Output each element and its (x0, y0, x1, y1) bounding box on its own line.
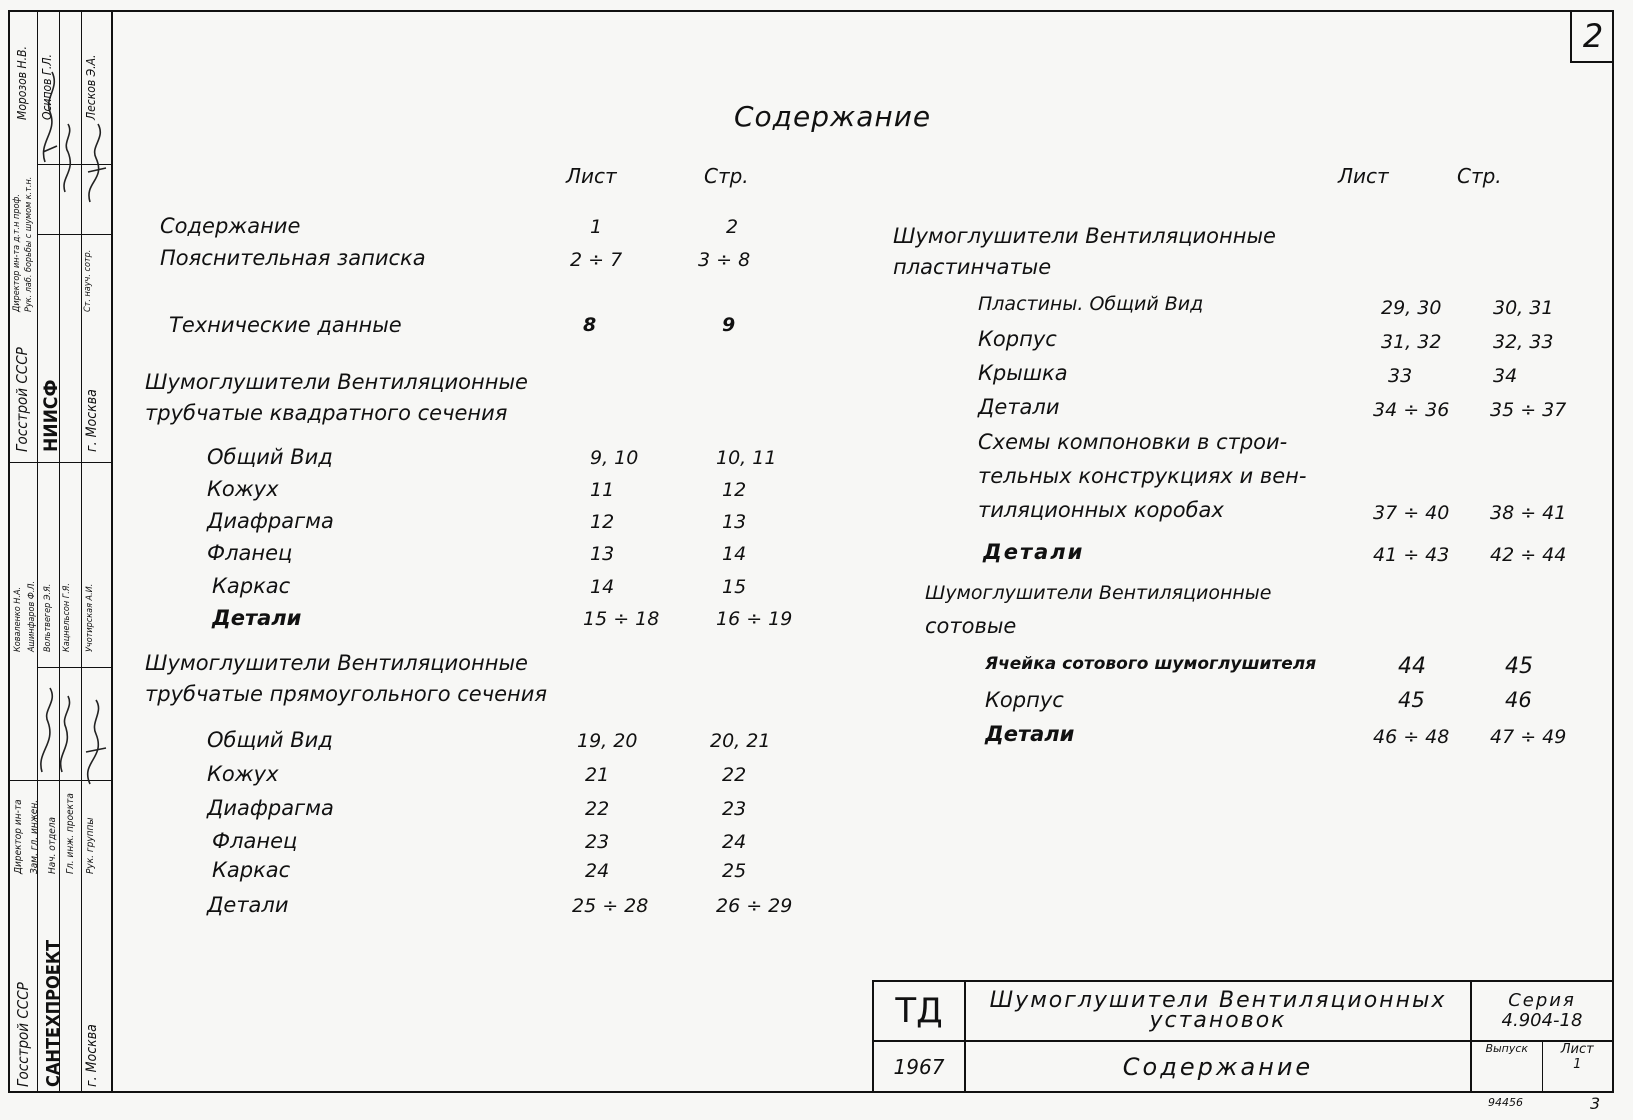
list-item-text: Общий Вид (207, 445, 333, 469)
title-block-sheet-title: Содержание (965, 1041, 1471, 1092)
title-block-name-line1: Шумоглушители Вентиляционных (989, 988, 1447, 1013)
list-item-page: 25 (722, 860, 747, 882)
stamp-mid-name: Ашинфаров Ф.Л. (27, 580, 37, 652)
list-item-page: 30, 31 (1493, 297, 1554, 319)
stamp-bottom-ministry: Госстрой СССР (14, 982, 32, 1087)
title-block-issue-sheet (1471, 1041, 1613, 1092)
list-item-page: 34 (1493, 365, 1518, 387)
sheet-label: Лист (1560, 1042, 1594, 1057)
right-sheet-header: Лист (1338, 164, 1389, 188)
list-item-text: Фланец (207, 541, 293, 565)
list-item-text: Кожух (207, 762, 279, 786)
title-block-name (965, 981, 1471, 1041)
stamp-top-name: Осипов Г.Л. (40, 54, 54, 120)
list-item-sheet: 29, 30 (1381, 297, 1442, 319)
stamp-top-city: г. Москва (84, 389, 100, 452)
list-item-sheet: 8 (583, 314, 597, 336)
stamp-top-role: Директор ин-та д.т.н проф. (12, 194, 22, 312)
list-item-page: 47 ÷ 49 (1490, 726, 1567, 748)
stamp-bottom-role: Зам. гл. инжен. (29, 799, 40, 874)
list-item-text: Детали (212, 606, 302, 630)
list-item-sheet: 33 (1388, 365, 1413, 387)
right-page-header: Стр. (1457, 164, 1502, 188)
stamp-bottom-role: Нач. отдела (47, 816, 58, 874)
list-item-sheet: 11 (590, 479, 615, 501)
list-item-text: Диафрагма (207, 509, 334, 533)
list-item-page: 12 (722, 479, 747, 501)
list-item-page: 32, 33 (1493, 331, 1554, 353)
title-block-series (1471, 981, 1613, 1041)
left-sheet-header: Лист (566, 164, 617, 188)
list-item-page: 42 ÷ 44 (1490, 544, 1567, 566)
list-item-sheet: 45 (1398, 688, 1425, 712)
list-item-sheet: 9, 10 (590, 447, 639, 469)
list-item-sheet: 21 (585, 764, 610, 786)
list-item-text: Детали (978, 395, 1060, 419)
list-item-page: 38 ÷ 41 (1490, 502, 1567, 524)
approval-stamp (8, 10, 112, 1093)
list-item-page: 14 (722, 543, 747, 565)
list-item-text: Детали (207, 893, 289, 917)
list-item-text: Детали (985, 722, 1075, 746)
stamp-top-institute: НИИСФ (40, 379, 62, 452)
stamp-bottom-role: Гл. инж. проекта (65, 793, 76, 874)
list-item-sheet: 12 (590, 511, 615, 533)
list-item-sheet: 13 (590, 543, 615, 565)
list-item-page: 45 (1505, 654, 1533, 679)
stamp-mid-name: Вольтвегер Э.Я. (43, 583, 53, 652)
series-value: 4.904-18 (1501, 1010, 1583, 1031)
issue-label: Выпуск (1485, 1042, 1529, 1055)
list-item-text: Каркас (212, 858, 291, 882)
title-block-name-line2: установок (1149, 1008, 1287, 1033)
list-item-text: Каркас (212, 574, 291, 598)
list-item-text: Шумоглушители Вентиляционные (925, 582, 1272, 604)
list-item-text: Детали (983, 540, 1085, 564)
list-item-page: 3 ÷ 8 (698, 249, 751, 271)
list-item-text: тельных конструкциях и вен- (978, 464, 1307, 488)
signature (41, 688, 52, 772)
list-item-text: сотовые (925, 614, 1017, 638)
stamp-bottom-city: г. Москва (84, 1024, 100, 1087)
list-item-page: 20, 21 (710, 730, 771, 752)
list-item-page: 13 (722, 511, 747, 533)
bottom-page-number: 3 (1590, 1094, 1601, 1113)
list-item-sheet: 44 (1398, 654, 1426, 679)
list-item-text: Крышка (978, 361, 1068, 385)
list-item-text: Шумоглушители Вентиляционные (893, 224, 1276, 248)
list-item-page: 26 ÷ 29 (716, 895, 793, 917)
list-item-page: 10, 11 (716, 447, 777, 469)
list-item-sheet: 15 ÷ 18 (583, 608, 660, 630)
list-item-text: Технические данные (169, 313, 402, 337)
page-title: Содержание (734, 100, 932, 133)
list-item-page: 35 ÷ 37 (1490, 399, 1567, 421)
stamp-bottom-role: Директор ин-та (13, 799, 24, 874)
list-item-sheet: 31, 32 (1381, 331, 1442, 353)
sheet-value: 1 (1573, 1057, 1582, 1072)
stamp-mid-name: Кацнельсон Г.Я. (62, 583, 72, 652)
stamp-mid-name: Учотирская А.И. (85, 583, 95, 652)
list-item-sheet: 41 ÷ 43 (1373, 544, 1450, 566)
stamp-top-role: Ст. науч. сотр. (83, 249, 93, 312)
series-label: Серия (1508, 990, 1576, 1011)
signature (61, 696, 70, 772)
list-item-sheet: 23 (585, 831, 610, 853)
list-item-text: Содержание (160, 214, 301, 238)
left-page-header: Стр. (704, 164, 749, 188)
list-item-sheet: 34 ÷ 36 (1373, 399, 1450, 421)
stamp-top-role: Рук. лаб. борьбы с шумом к.т.н. (24, 176, 34, 312)
list-item-page: 15 (722, 576, 747, 598)
signature (88, 124, 106, 202)
list-item-sheet: 37 ÷ 40 (1373, 502, 1450, 524)
list-item-text: Ячейка сотового шумоглушителя (985, 654, 1317, 674)
list-item-text: Корпус (978, 327, 1057, 351)
list-item-text: трубчатые прямоугольного сечения (145, 682, 548, 706)
page-number: 2 (1570, 10, 1614, 63)
list-item-text: Пластины. Общий Вид (978, 293, 1204, 315)
list-item-sheet: 2 ÷ 7 (570, 249, 623, 271)
list-item-text: Шумоглушители Вентиляционные (145, 370, 528, 394)
stamp-top-ministry: Госстрой СССР (13, 347, 31, 452)
list-item-text: Шумоглушители Вентиляционные (145, 651, 528, 675)
list-item-sheet: 46 ÷ 48 (1373, 726, 1450, 748)
stamp-bottom-institute: САНТЕХПРОЕКТ (43, 939, 64, 1087)
list-item-page: 46 (1505, 688, 1532, 712)
list-item-page: 22 (722, 764, 747, 786)
list-item-sheet: 25 ÷ 28 (572, 895, 649, 917)
list-item-text: трубчатые квадратного сечения (145, 401, 508, 425)
signature (64, 124, 70, 192)
signature (43, 72, 57, 162)
list-item-text: Пояснительная записка (160, 246, 426, 270)
title-block-code: ТД (873, 981, 965, 1041)
stamp-top-name: Лесков Э.А. (84, 54, 98, 120)
inventory-number: 94456 (1488, 1096, 1523, 1109)
list-item-text: Кожух (207, 477, 279, 501)
list-item-sheet: 14 (590, 576, 615, 598)
stamp-bottom-role: Рук. группы (85, 817, 96, 874)
list-item-text: Фланец (212, 829, 298, 853)
list-item-sheet: 19, 20 (577, 730, 638, 752)
list-item-page: 24 (722, 831, 747, 853)
stamp-mid-name: Коваленко Н.А. (13, 586, 23, 652)
sheet-cell (1542, 1042, 1612, 1091)
list-item-text: Корпус (985, 688, 1064, 712)
stamp-top-name: Морозов Н.В. (15, 46, 29, 120)
signatures-graphic (10, 12, 112, 1093)
list-item-text: Схемы компоновки в строи- (978, 430, 1288, 454)
issue-cell (1472, 1042, 1542, 1091)
list-item-text: Общий Вид (207, 728, 333, 752)
list-item-page: 23 (722, 798, 747, 820)
list-item-sheet: 24 (585, 860, 610, 882)
list-item-text: тиляционных коробах (978, 498, 1224, 522)
list-item-page: 16 ÷ 19 (716, 608, 793, 630)
signature (86, 700, 106, 784)
title-block (872, 980, 1614, 1093)
list-item-page: 2 (726, 216, 739, 238)
list-item-text: Диафрагма (207, 796, 334, 820)
list-item-page: 9 (722, 314, 736, 336)
title-block-year: 1967 (873, 1041, 965, 1092)
list-item-sheet: 1 (590, 216, 603, 238)
list-item-sheet: 22 (585, 798, 610, 820)
list-item-text: пластинчатые (893, 255, 1052, 279)
